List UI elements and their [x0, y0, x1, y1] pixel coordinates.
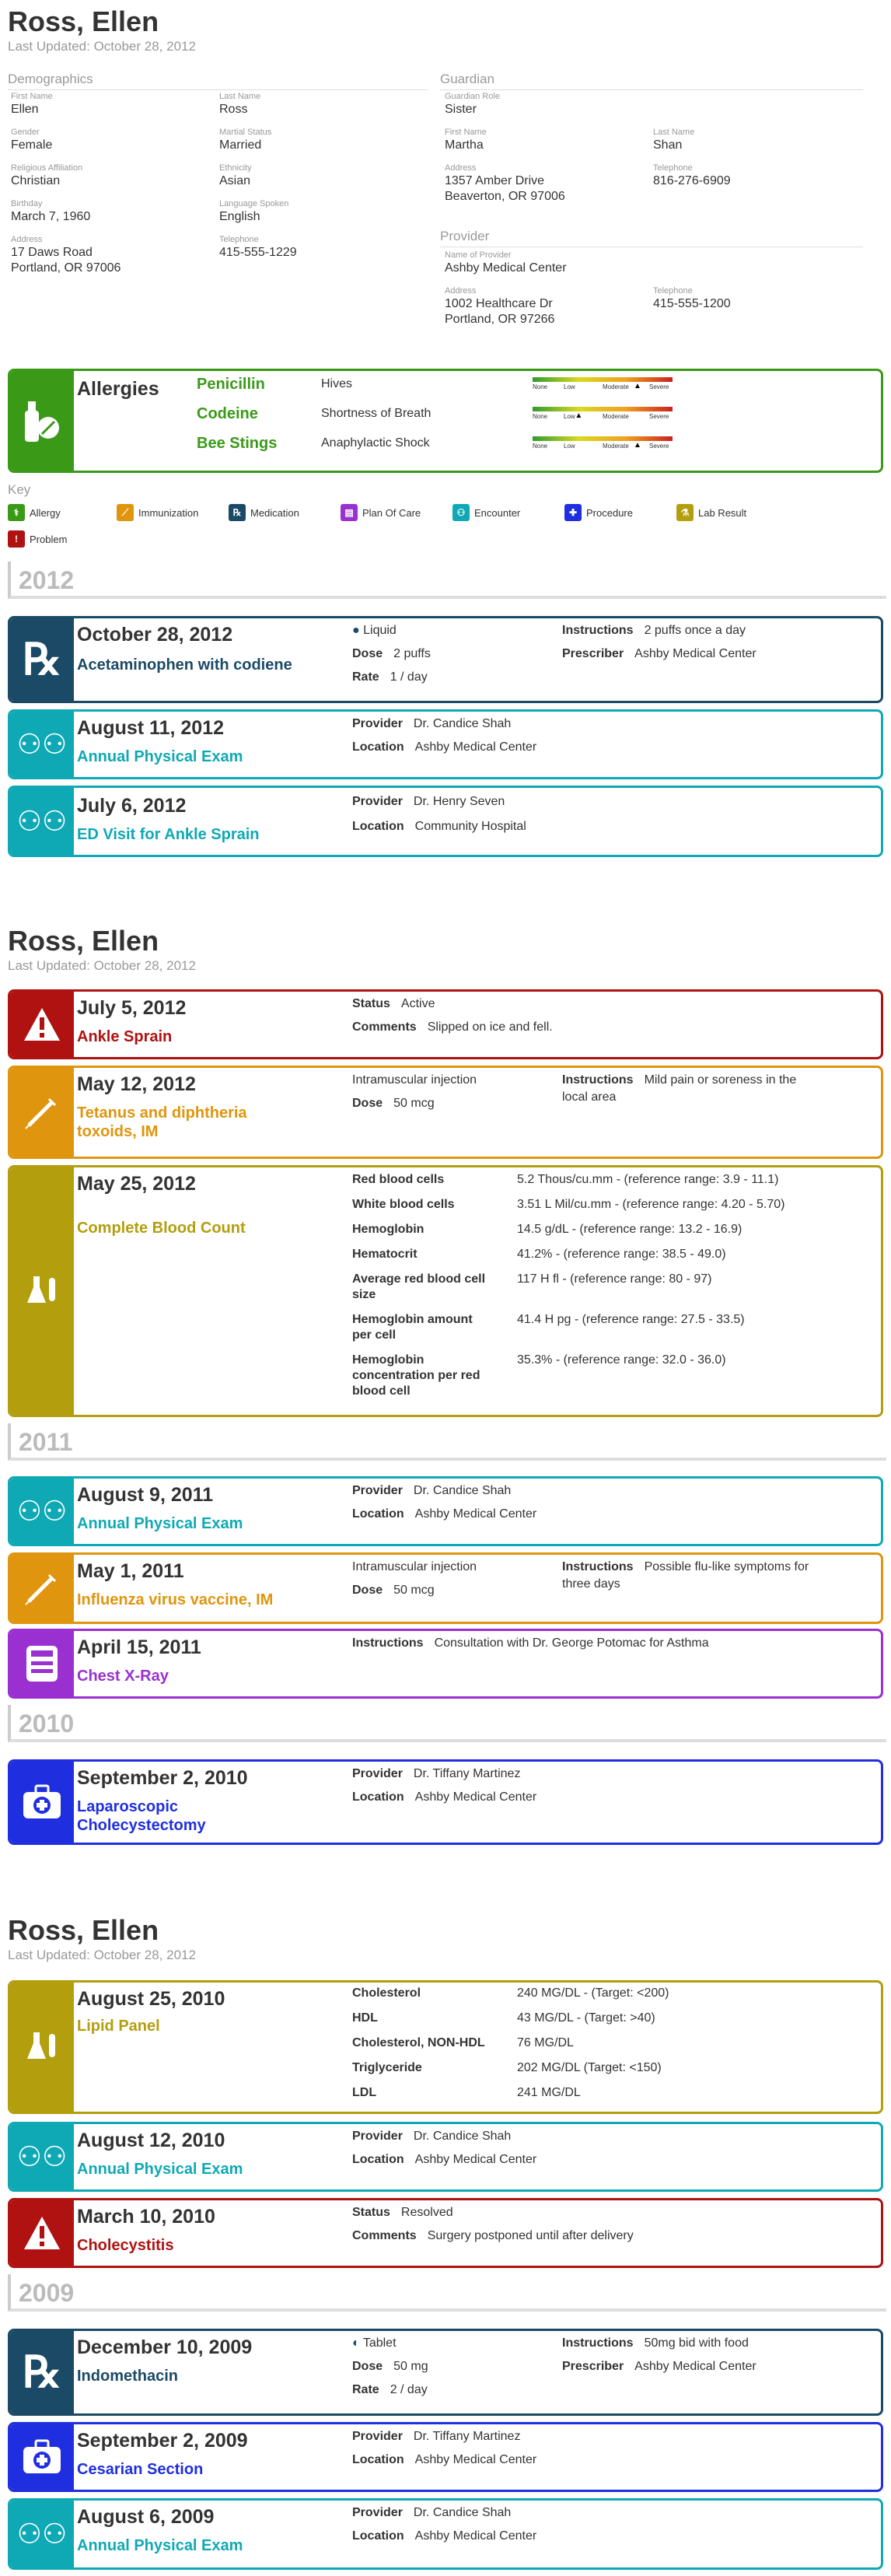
provider-row: Provider Dr. Tiffany Martinez: [352, 2430, 521, 2443]
instructions-cont: local area: [562, 1090, 617, 1104]
severity-scale: [533, 377, 674, 393]
people-icon: ⚇⚇: [10, 712, 74, 777]
guardian-title: Guardian: [440, 72, 863, 90]
event-title: Annual Physical Exam: [77, 2161, 243, 2178]
result-label: Cholesterol, NON-HDL: [352, 2036, 485, 2049]
event-title-line2: Cholecystectomy: [77, 1817, 206, 1834]
procedure-card[interactable]: [8, 2422, 883, 2492]
result-value: 241 MG/DL: [517, 2086, 581, 2099]
guardian-phone-field: Telephone 816-276-6909: [653, 163, 731, 187]
guardian-address-field: Address 1357 Amber Drive Beaverton, OR 97006: [445, 163, 565, 203]
route: Intramuscular injection: [352, 1073, 477, 1087]
result-label: HDL: [352, 2011, 378, 2025]
event-date: August 12, 2010: [77, 2130, 225, 2151]
encounter-card[interactable]: [8, 1476, 883, 1546]
lab-card[interactable]: [8, 1980, 883, 2114]
patient-name: Ross, Ellen: [8, 1914, 159, 1946]
event-title: Indomethacin: [77, 2368, 179, 2385]
result-value: 117 H fl - (reference range: 80 - 97): [517, 1272, 712, 1286]
event-title: Annual Physical Exam: [77, 748, 243, 765]
med-dose: Dose 2 puffs: [352, 647, 431, 660]
event-date: August 25, 2010: [77, 1988, 225, 2010]
med-rate: Rate 2 / day: [352, 2383, 428, 2396]
procedure-card[interactable]: [8, 1759, 883, 1845]
telephone-field: Telephone 415-555-1229: [219, 235, 297, 259]
people-icon: ⚇⚇: [10, 1479, 74, 1544]
result-label: Red blood cells: [352, 1173, 445, 1186]
provider-row: Provider Dr. Candice Shah: [352, 2130, 512, 2143]
problem-card[interactable]: [8, 2198, 883, 2268]
allergy-icon: ⚕: [8, 504, 25, 521]
event-date: May 25, 2012: [77, 1173, 196, 1195]
birthday-field: Birthday March 7, 1960: [11, 199, 91, 223]
people-icon: ⚇: [452, 504, 470, 521]
people-icon: ⚇⚇: [10, 2124, 74, 2189]
comments-row: Comments Slipped on ice and fell.: [352, 1020, 553, 1034]
instructions-row: Instructions Possible flu-like symptoms for: [562, 1560, 809, 1573]
severity-label: Severe: [649, 383, 669, 390]
event-title: Influenza virus vaccine, IM: [77, 1591, 274, 1608]
provider-phone-field: Telephone 415-555-1200: [653, 286, 731, 310]
severity-label: Low: [564, 413, 575, 420]
patient-name: Ross, Ellen: [8, 925, 159, 957]
med-prescriber: Prescriber Ashby Medical Center: [562, 647, 756, 660]
result-value: 202 MG/DL (Target: <150): [517, 2061, 662, 2074]
result-value: 14.5 g/dL - (reference range: 13.2 - 16.9): [517, 1223, 742, 1236]
allergy-name: Bee Stings: [197, 435, 278, 452]
severity-label: None: [533, 413, 548, 420]
result-label: Triglyceride: [352, 2061, 422, 2074]
provider-row: Provider Dr. Henry Seven: [352, 795, 505, 808]
immunization-card[interactable]: [8, 1066, 883, 1159]
lab-card[interactable]: [8, 1165, 883, 1417]
severity-bar: [533, 436, 673, 441]
location-row: Location Ashby Medical Center: [352, 1507, 537, 1521]
severity-label: None: [533, 383, 548, 390]
event-title: Cesarian Section: [77, 2461, 204, 2478]
result-label: White blood cells: [352, 1198, 455, 1211]
flask-icon: [10, 1983, 74, 2112]
allergy-reaction: Anaphylactic Shock: [321, 436, 430, 450]
instructions-cont: three days: [562, 1577, 620, 1591]
severity-label: Severe: [649, 443, 669, 450]
event-date: December 10, 2009: [77, 2336, 253, 2358]
severity-label: Moderate: [603, 413, 629, 420]
med-instructions: Instructions 50mg bid with food: [562, 2336, 749, 2350]
event-date: August 6, 2009: [77, 2506, 215, 2528]
event-date: May 1, 2011: [77, 1560, 184, 1582]
key-plan-of-care: ▤ Plan Of Care: [341, 504, 421, 521]
event-date: August 11, 2012: [77, 717, 224, 739]
result-value: 35.3% - (reference range: 32.0 - 36.0): [517, 1353, 726, 1367]
allergy-icon: [10, 371, 74, 471]
result-label: Cholesterol: [352, 1986, 421, 2000]
severity-label: Moderate: [603, 383, 629, 390]
med-prescriber: Prescriber Ashby Medical Center: [562, 2360, 756, 2373]
calculator-icon: [10, 1631, 74, 1696]
result-value: 5.2 Thous/cu.mm - (reference range: 3.9 - 11.1): [517, 1173, 779, 1186]
guardian-first-field: First Name Martha: [445, 128, 487, 152]
provider-row: Provider Dr. Candice Shah: [352, 2506, 512, 2519]
provider-address-field: Address 1002 Healthcare Dr Portland, OR 97266: [445, 286, 555, 326]
event-date: July 6, 2012: [77, 795, 187, 817]
marital-field: Martial Status Married: [219, 128, 272, 152]
religion-field: Religious Affiliation Christian: [11, 163, 83, 187]
event-date: April 15, 2011: [77, 1636, 201, 1658]
event-date: September 2, 2010: [77, 1767, 248, 1789]
last-updated: Last Updated: October 28, 2012: [8, 1948, 196, 1962]
event-title-line2: toxoids, IM: [77, 1123, 159, 1140]
med-instructions: Instructions 2 puffs once a day: [562, 624, 746, 637]
people-icon: ⚇⚇: [10, 2501, 74, 2567]
result-label: Average red blood cell size: [352, 1272, 486, 1301]
dose-row: Dose 50 mcg: [352, 1097, 435, 1110]
medication-card[interactable]: [8, 2329, 883, 2416]
event-date: August 9, 2011: [77, 1484, 214, 1506]
gender-field: Gender Female: [11, 128, 53, 152]
route: Intramuscular injection: [352, 1560, 477, 1573]
severity-scale: [533, 436, 674, 452]
last-name-field: Last Name Ross: [219, 92, 261, 116]
instructions-row: Instructions Consultation with Dr. George Potomac for Asthma: [352, 1636, 709, 1650]
event-title: Annual Physical Exam: [77, 1515, 243, 1532]
medkit-icon: [10, 1762, 74, 1843]
status-row: Status Active: [352, 997, 435, 1010]
allergies-card[interactable]: [8, 369, 883, 473]
provider-name-field: Name of Provider Ashby Medical Center: [445, 250, 567, 275]
warning-icon: !: [8, 530, 25, 548]
first-name-field: First Name Ellen: [11, 92, 53, 116]
allergy-reaction: Shortness of Breath: [321, 407, 432, 420]
result-label: Hemoglobin amount per cell: [352, 1313, 473, 1342]
last-updated: Last Updated: October 28, 2012: [8, 958, 196, 973]
problem-card[interactable]: [8, 989, 883, 1059]
result-label: LDL: [352, 2086, 377, 2099]
event-date: September 2, 2009: [77, 2430, 248, 2452]
result-value: 43 MG/DL - (Target: >40): [517, 2011, 655, 2025]
warning-icon: [10, 2200, 74, 2266]
severity-label: Moderate: [603, 443, 629, 450]
provider-row: Provider Dr. Candice Shah: [352, 1484, 512, 1497]
demographics-title: Demographics: [8, 72, 428, 90]
patient-name: Ross, Ellen: [8, 5, 159, 37]
ethnicity-field: Ethnicity Asian: [219, 163, 252, 187]
event-title: Cholecystitis: [77, 2237, 174, 2254]
event-date: May 12, 2012: [77, 1073, 196, 1095]
location-row: Location Ashby Medical Center: [352, 740, 537, 754]
result-value: 240 MG/DL - (Target: <200): [517, 1986, 669, 2000]
encounter-card[interactable]: [8, 786, 883, 857]
key-encounter: ⚇ Encounter: [452, 504, 520, 521]
med-rate: Rate 1 / day: [352, 670, 428, 684]
event-title: Chest X-Ray: [77, 1668, 169, 1685]
location-row: Location Ashby Medical Center: [352, 2153, 537, 2166]
severity-marker: ▲: [575, 411, 583, 420]
provider-row: Provider Dr. Candice Shah: [352, 717, 512, 730]
event-date: July 5, 2012: [77, 997, 187, 1019]
key-medication: ℞ Medication: [229, 504, 299, 521]
dose-row: Dose 50 mcg: [352, 1584, 435, 1597]
location-row: Location Ashby Medical Center: [352, 1790, 537, 1804]
allergy-name: Codeine: [197, 405, 258, 422]
provider-title: Provider: [440, 229, 863, 247]
med-form: ● Liquid: [352, 624, 397, 637]
key-allergy: ⚕ Allergy: [8, 504, 61, 521]
year-heading: 2009: [8, 2274, 886, 2312]
rx-icon: ℞: [10, 2331, 74, 2413]
status-row: Status Resolved: [352, 2206, 453, 2219]
rx-icon: ℞: [229, 504, 246, 521]
result-value: 41.2% - (reference range: 38.5 - 49.0): [517, 1248, 726, 1261]
syringe-icon: [10, 1068, 74, 1157]
event-title: Ankle Sprain: [77, 1028, 173, 1045]
allergy-name: Penicillin: [197, 376, 265, 393]
syringe-icon: ⟋: [117, 504, 134, 521]
plan-of-care-card[interactable]: [8, 1629, 883, 1699]
location-row: Location Ashby Medical Center: [352, 2529, 537, 2543]
severity-label: Low: [564, 383, 575, 390]
key-title: Key: [8, 482, 31, 497]
event-title: Acetaminophen with codiene: [77, 656, 292, 674]
people-icon: ⚇⚇: [10, 788, 74, 855]
result-label: Hematocrit: [352, 1248, 418, 1261]
warning-icon: [10, 992, 74, 1057]
event-date: October 28, 2012: [77, 624, 233, 646]
flask-icon: [10, 1167, 74, 1415]
medkit-icon: [10, 2424, 74, 2490]
encounter-card[interactable]: [8, 2498, 883, 2570]
result-label: Hemoglobin: [352, 1223, 425, 1236]
flask-icon: ⚗: [676, 504, 694, 521]
result-value: 3.51 L Mil/cu.mm - (reference range: 4.20 - 5.70): [517, 1198, 785, 1211]
key-lab-result: ⚗ Lab Result: [676, 504, 746, 521]
key-problem: ! Problem: [8, 530, 67, 548]
event-title: Annual Physical Exam: [77, 2537, 243, 2554]
med-form: ◐ Tablet: [352, 2336, 397, 2350]
year-heading: 2010: [8, 1705, 886, 1742]
severity-marker: ▲: [634, 382, 641, 390]
key-procedure: ✚ Procedure: [564, 504, 633, 521]
event-title: Tetanus and diphtheria: [77, 1104, 247, 1122]
allergy-reaction: Hives: [321, 377, 353, 390]
year-heading: 2011: [8, 1423, 886, 1461]
event-title: Complete Blood Count: [77, 1220, 246, 1237]
event-title: Laparoscopic: [77, 1798, 179, 1815]
last-updated: Last Updated: October 28, 2012: [8, 39, 196, 54]
result-label: Hemoglobin concentration per red blood cell: [352, 1353, 480, 1398]
severity-label: None: [533, 443, 548, 450]
rx-icon: ℞: [10, 618, 74, 701]
severity-bar: [533, 407, 673, 411]
comments-row: Comments Surgery postponed until after delivery: [352, 2229, 634, 2242]
encounter-card[interactable]: [8, 2122, 883, 2192]
severity-label: Low: [564, 443, 575, 450]
syringe-icon: [10, 1555, 74, 1622]
location-row: Location Community Hospital: [352, 820, 526, 833]
location-row: Location Ashby Medical Center: [352, 2453, 537, 2466]
result-value: 76 MG/DL: [517, 2036, 574, 2049]
encounter-card[interactable]: [8, 709, 883, 779]
medkit-icon: ✚: [564, 504, 582, 521]
event-title: ED Visit for Ankle Sprain: [77, 826, 260, 843]
language-field: Language Spoken English: [219, 199, 289, 223]
immunization-card[interactable]: [8, 1552, 883, 1624]
severity-label: Severe: [649, 413, 669, 420]
event-title: Lipid Panel: [77, 2018, 160, 2035]
severity-scale: [533, 407, 674, 422]
guardian-role-field: Guardian Role Sister: [445, 92, 500, 116]
guardian-last-field: Last Name Shan: [653, 128, 695, 152]
med-dose: Dose 50 mg: [352, 2360, 428, 2373]
allergies-title: Allergies: [77, 378, 159, 400]
address-field: Address 17 Daws Road Portland, OR 97006: [11, 235, 121, 275]
medication-card[interactable]: [8, 616, 883, 703]
severity-bar: [533, 377, 673, 382]
year-heading: 2012: [8, 562, 886, 599]
event-date: March 10, 2010: [77, 2206, 215, 2228]
severity-marker: ▲: [634, 441, 641, 450]
provider-row: Provider Dr. Tiffany Martinez: [352, 1767, 521, 1780]
calculator-icon: ▤: [341, 504, 358, 521]
result-value: 41.4 H pg - (reference range: 27.5 - 33.5): [517, 1313, 745, 1326]
instructions-row: Instructions Mild pain or soreness in the: [562, 1073, 797, 1087]
key-immunization: ⟋ Immunization: [117, 504, 198, 521]
